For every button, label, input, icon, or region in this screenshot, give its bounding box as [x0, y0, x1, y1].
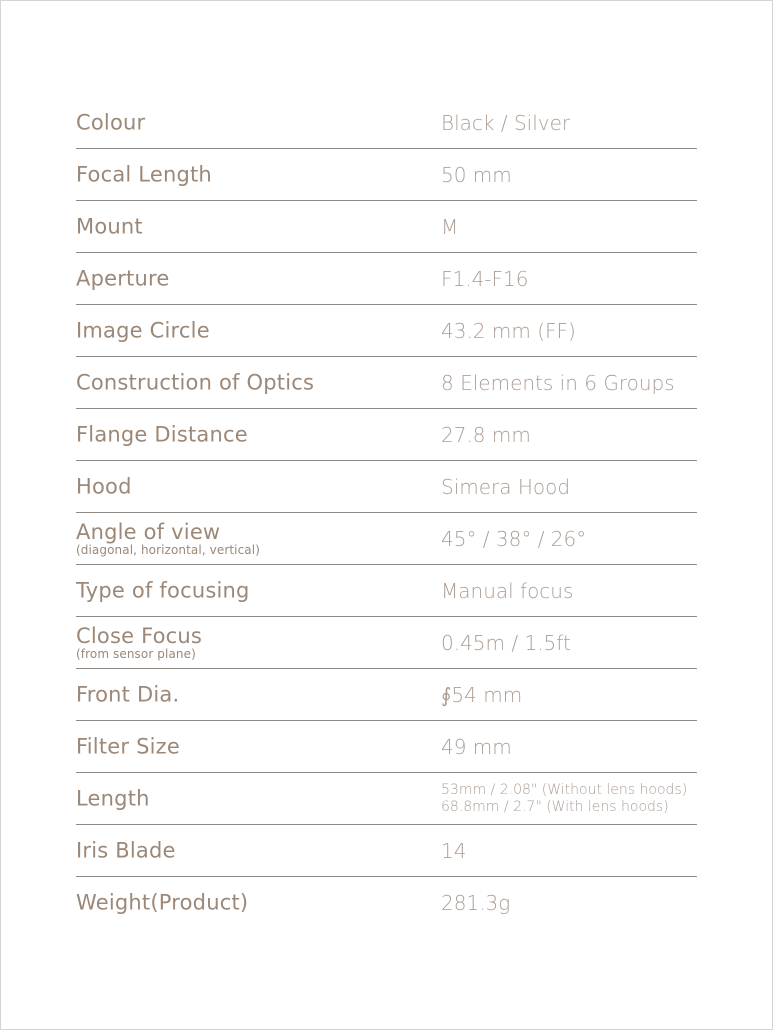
spec-value: 45° / 38° / 26°	[441, 526, 587, 551]
spec-row-filter-size	[76, 721, 697, 773]
spec-row-mount	[76, 201, 697, 253]
spec-value: Manual focus	[441, 578, 574, 603]
spec-value: Simera Hood	[441, 474, 571, 499]
spec-label: Flange Distance	[76, 422, 248, 446]
spec-label: Focal Length	[76, 162, 212, 186]
spec-label: Weight(Product)	[76, 890, 249, 914]
spec-value: Black / Silver	[441, 110, 571, 135]
spec-row-flange-distance	[76, 409, 697, 461]
spec-row-aperture	[76, 253, 697, 305]
spec-label: Construction of Optics	[76, 370, 315, 394]
spec-row-weight	[76, 877, 697, 928]
spec-row-colour	[76, 97, 697, 149]
spec-value: F1.4-F16	[441, 266, 529, 291]
spec-row-angle-of-view	[76, 513, 697, 565]
spec-value-line: 68.8mm / 2.7" (With lens hoods)	[441, 798, 669, 815]
spec-value: 50 mm	[441, 162, 512, 187]
spec-label: Mount	[76, 214, 143, 238]
spec-row-close-focus	[76, 617, 697, 669]
spec-row-iris-blade	[76, 825, 697, 877]
spec-value: ∮54 mm	[441, 682, 523, 707]
spec-row-length	[76, 773, 697, 825]
spec-value: 14	[441, 838, 467, 863]
spec-row-focal-length	[76, 149, 697, 201]
spec-row-image-circle	[76, 305, 697, 357]
spec-value: 49 mm	[441, 734, 512, 759]
spec-table	[76, 97, 697, 928]
spec-value: 8 Elements in 6 Groups	[441, 370, 675, 395]
spec-label: Hood	[76, 474, 132, 498]
spec-label: Colour	[76, 110, 146, 134]
spec-label: Angle of view	[76, 519, 221, 544]
spec-value: M	[441, 214, 459, 239]
spec-value: 281.3g	[441, 890, 511, 915]
spec-value: 27.8 mm	[441, 422, 531, 447]
spec-label: Iris Blade	[76, 838, 176, 862]
spec-sublabel: (diagonal, horizontal, vertical)	[76, 542, 260, 557]
spec-row-type-of-focusing	[76, 565, 697, 617]
spec-row-construction-of-optics	[76, 357, 697, 409]
spec-value: 0.45m / 1.5ft	[441, 630, 571, 655]
spec-label-group	[76, 521, 260, 557]
spec-label: Aperture	[76, 266, 170, 290]
spec-label-group	[76, 625, 202, 661]
spec-label: Front Dia.	[76, 682, 180, 706]
spec-row-hood	[76, 461, 697, 513]
spec-value-group	[441, 782, 687, 816]
spec-label: Type of focusing	[76, 578, 250, 602]
spec-label: Filter Size	[76, 734, 180, 758]
spec-row-front-dia	[76, 669, 697, 721]
spec-label: Image Circle	[76, 318, 210, 342]
spec-label: Length	[76, 786, 150, 810]
spec-sublabel: (from sensor plane)	[76, 646, 196, 661]
spec-value: 43.2 mm (FF)	[441, 318, 576, 343]
spec-value-line: 53mm / 2.08" (Without lens hoods)	[441, 781, 688, 798]
spec-label: Close Focus	[76, 623, 203, 648]
